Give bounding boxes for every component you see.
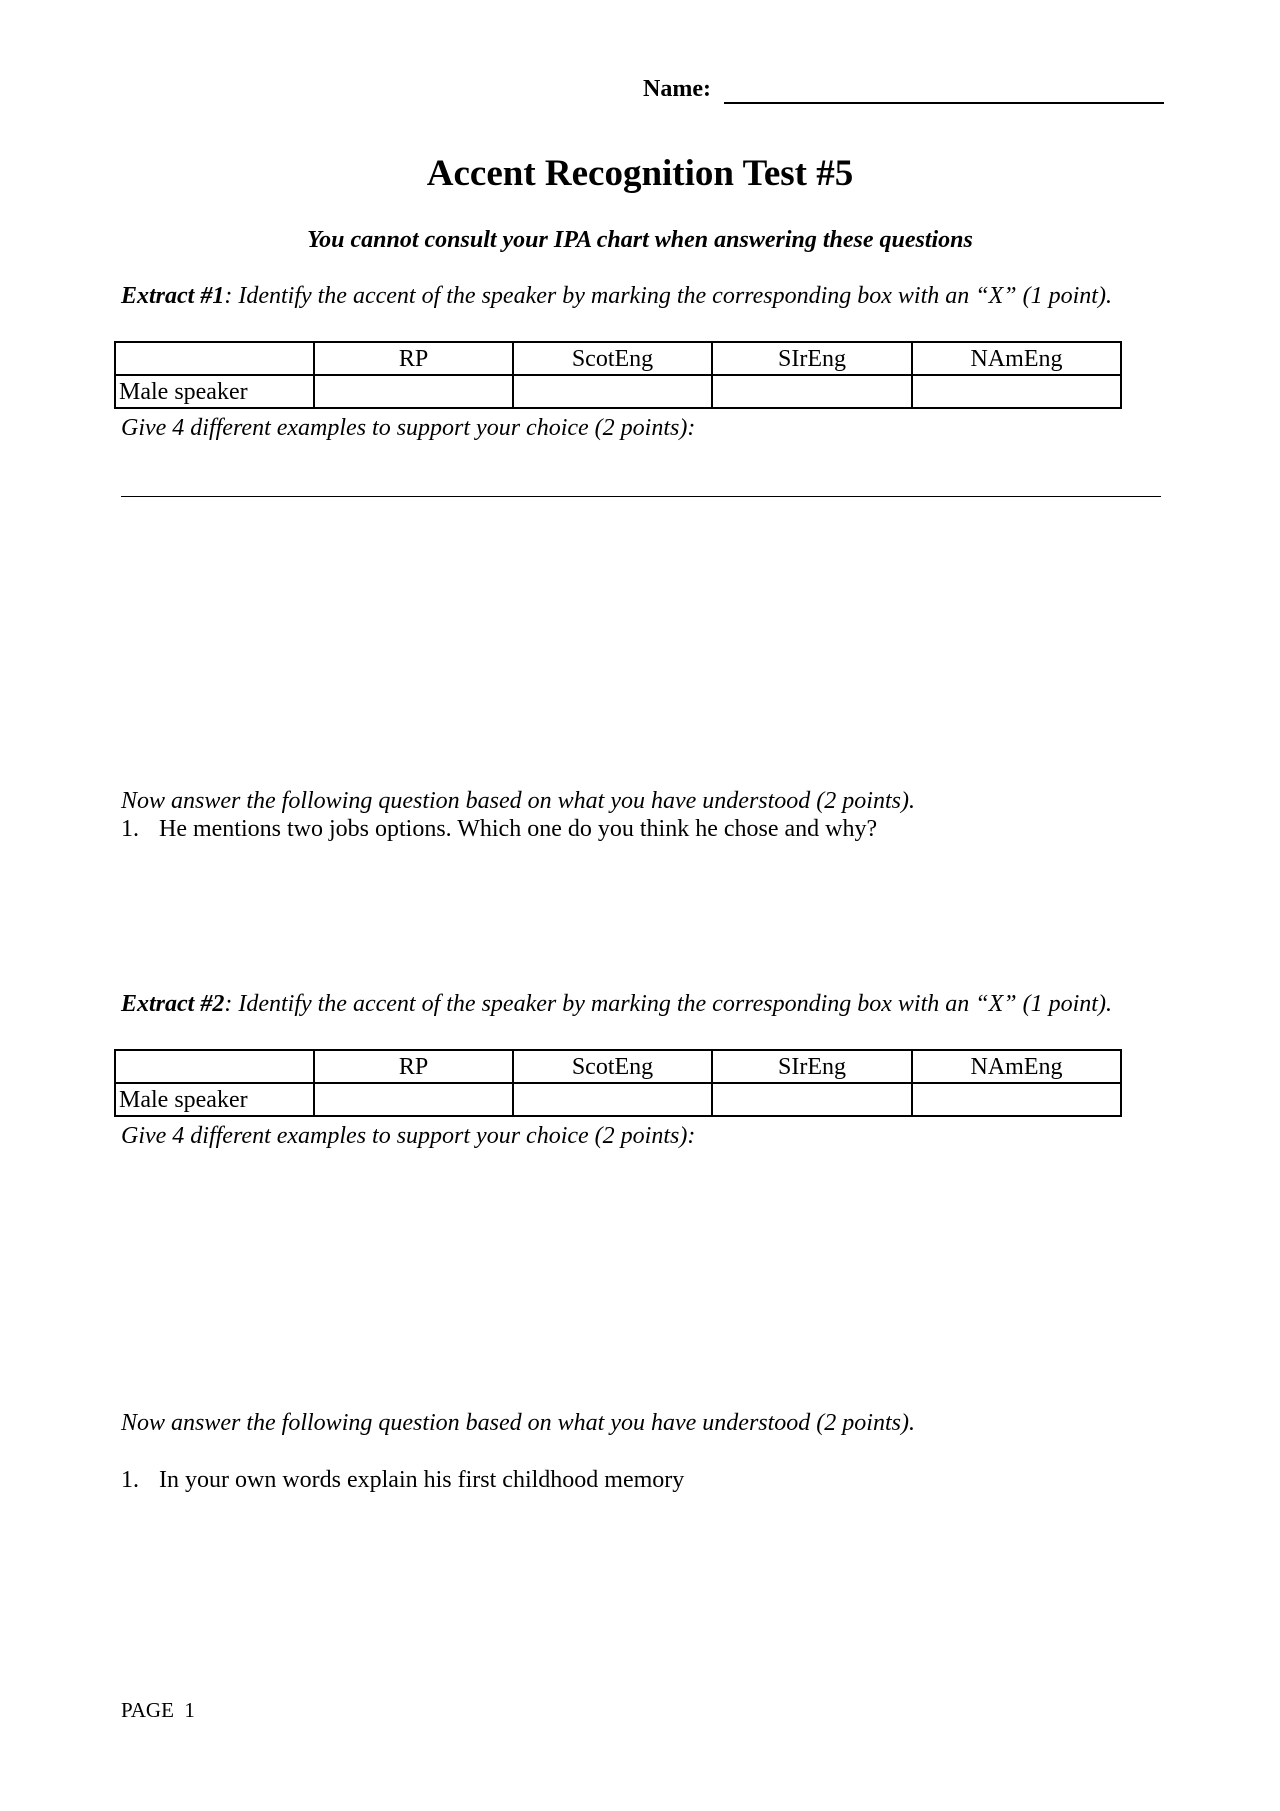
name-label: Name: [643, 76, 711, 102]
extract-2-question [121, 1466, 684, 1494]
table-header-row [115, 342, 1121, 375]
extract-1-instruction [121, 282, 1131, 310]
extract-2-examples-prompt: Give 4 different examples to support your choice (2 points): [121, 1123, 696, 1149]
table-header-cell: SIrEng [712, 342, 912, 375]
page-number: 1 [184, 1698, 195, 1722]
table-header-row [115, 1050, 1121, 1083]
page-footer [121, 1697, 195, 1723]
extract-2-followup-prompt: Now answer the following question based on what you have understood (2 points). [121, 1410, 915, 1436]
answer-box-sireng[interactable] [712, 375, 912, 408]
page-subtitle: You cannot consult your IPA chart when answering these questions [307, 227, 973, 253]
table-header-cell [115, 1050, 314, 1083]
answer-box-scoteng[interactable] [513, 375, 712, 408]
table-header-cell: RP [314, 342, 513, 375]
row-label: Male speaker [115, 375, 314, 408]
table-row [115, 375, 1121, 408]
page-label: PAGE [121, 1698, 174, 1722]
question-number: 1. [121, 816, 139, 842]
extract-1-examples-prompt: Give 4 different examples to support your choice (2 points): [121, 415, 696, 441]
extract-1-followup-prompt: Now answer the following question based on what you have understood (2 points). [121, 788, 915, 814]
table-header-cell: NAmEng [912, 1050, 1121, 1083]
table-header-cell: NAmEng [912, 342, 1121, 375]
extract-2-accent-table [114, 1049, 1122, 1117]
page-title: Accent Recognition Test #5 [426, 153, 854, 194]
answer-box-scoteng[interactable] [513, 1083, 712, 1116]
extract-1-instruction-text: : Identify the accent of the speaker by marking the corresponding box with an “X” (1 point). [224, 283, 1112, 309]
answer-box-nameng[interactable] [912, 375, 1121, 408]
extract-2-label: Extract #2 [121, 991, 225, 1017]
question-text: He mentions two jobs options. Which one do you think he chose and why? [159, 816, 878, 842]
extract-2-instruction-text: : Identify the accent of the speaker by marking the corresponding box with an “X” (1 point). [224, 991, 1112, 1017]
question-number: 1. [121, 1467, 139, 1493]
extract-2-instruction [121, 990, 1131, 1018]
table-header-cell: SIrEng [712, 1050, 912, 1083]
extract-1-label: Extract #1 [121, 283, 225, 309]
answer-box-rp[interactable] [314, 375, 513, 408]
name-field[interactable] [724, 102, 1164, 104]
extract-1-accent-table [114, 341, 1122, 409]
table-header-cell: RP [314, 1050, 513, 1083]
question-text: In your own words explain his first childhood memory [159, 1467, 685, 1493]
table-header-cell: ScotEng [513, 1050, 712, 1083]
row-label: Male speaker [115, 1083, 314, 1116]
extract-1-answer-line[interactable] [121, 496, 1161, 497]
answer-box-sireng[interactable] [712, 1083, 912, 1116]
table-header-cell: ScotEng [513, 342, 712, 375]
table-row [115, 1083, 1121, 1116]
answer-box-nameng[interactable] [912, 1083, 1121, 1116]
extract-1-question [121, 815, 877, 843]
answer-box-rp[interactable] [314, 1083, 513, 1116]
table-header-cell [115, 342, 314, 375]
